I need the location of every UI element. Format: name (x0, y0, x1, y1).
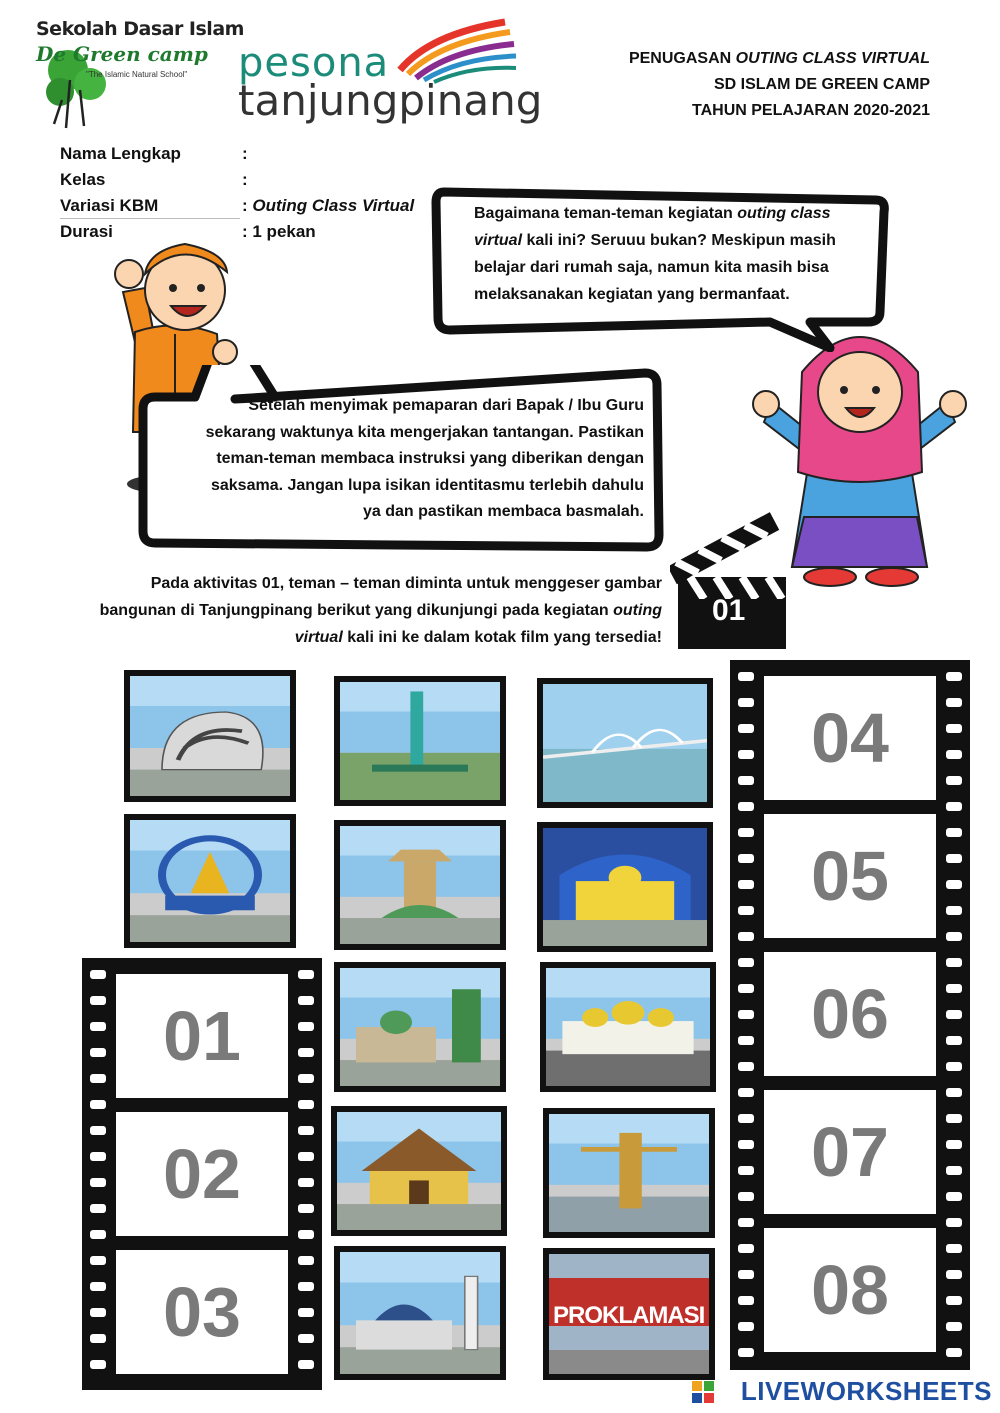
sprocket-hole (90, 1074, 106, 1083)
mosque-domes-icon (546, 968, 710, 1086)
value-full-name[interactable]: : (242, 144, 248, 163)
label-kbm-variation: Variasi KBM (60, 196, 159, 215)
sprocket-hole (738, 854, 754, 863)
sprocket-hole (738, 1114, 754, 1123)
bamboo-tower-icon (549, 1114, 709, 1232)
sprocket-hole (946, 906, 962, 915)
photo-blue-dome-mosque[interactable] (334, 1246, 506, 1380)
sprocket-hole (738, 1062, 754, 1071)
sprocket-hole (298, 970, 314, 979)
sprocket-hole (298, 1152, 314, 1161)
pesona-swoosh-logo (390, 14, 520, 84)
sprocket-hole (90, 1256, 106, 1265)
sprocket-hole (946, 776, 962, 785)
film-frame-drop-zone[interactable] (764, 1090, 936, 1214)
bridge-icon (543, 684, 707, 802)
sprocket-hole (738, 1218, 754, 1227)
sprocket-hole (946, 932, 962, 941)
sprocket-hole (946, 1062, 962, 1071)
sprocket-hole (946, 1218, 962, 1227)
photo-mosque-domes[interactable] (540, 962, 716, 1092)
sprocket-hole (298, 1126, 314, 1135)
liveworksheets-icon (692, 1381, 714, 1403)
sprocket-hole (738, 1296, 754, 1305)
sprocket-hole (738, 1322, 754, 1331)
photo-bridge[interactable] (537, 678, 713, 808)
sprocket-hole (298, 1282, 314, 1291)
sprocket-hole (946, 1036, 962, 1045)
sprocket-hole (90, 1230, 106, 1239)
emblem-icon (130, 820, 290, 942)
photo-pavilion-tower[interactable] (334, 820, 506, 950)
sprocket-hole (298, 996, 314, 1005)
sprocket-hole (298, 1256, 314, 1265)
sprocket-hole (738, 1244, 754, 1253)
sprocket-hole (90, 996, 106, 1005)
school-subname: De Green camp (36, 42, 208, 66)
value-kbm-variation: : Outing Class Virtual (242, 196, 415, 215)
sprocket-hole (946, 828, 962, 837)
photo-bamboo-tower[interactable] (543, 1108, 715, 1238)
sprocket-hole (946, 750, 962, 759)
film-frame-drop-zone[interactable] (116, 1250, 288, 1374)
sprocket-hole (946, 1140, 962, 1149)
film-frame-number: 02 (163, 1135, 241, 1213)
sprocket-hole (946, 1244, 962, 1253)
sprocket-hole (90, 1048, 106, 1057)
sprocket-hole (90, 1308, 106, 1317)
label-full-name: Nama Lengkap (60, 144, 181, 163)
photo-emblem-gate[interactable] (124, 814, 296, 948)
sprocket-hole (738, 750, 754, 759)
film-strip-right (730, 660, 970, 1370)
film-frame-number: 06 (811, 975, 889, 1053)
photo-monument-tower[interactable] (334, 676, 506, 806)
sprocket-hole (946, 1296, 962, 1305)
sprocket-hole (298, 1360, 314, 1369)
sprocket-hole (946, 1166, 962, 1175)
school-tagline: "The Islamic Natural School" (86, 70, 188, 79)
speech-bubble-girl-text: Bagaimana teman-teman kegiatan outing class virtual kali ini? Seruuu bukan? Meskipun masih belajar dari rumah saja, namun kita masih bisa melaksanakan kegiatan yang bermanfaat. (474, 205, 836, 303)
sprocket-hole (298, 1178, 314, 1187)
sprocket-hole (946, 1010, 962, 1019)
film-frame-number: 05 (811, 837, 889, 915)
tower-icon (340, 682, 500, 800)
sprocket-hole (90, 1022, 106, 1031)
sprocket-hole (738, 672, 754, 681)
sprocket-hole (298, 1022, 314, 1031)
photo-yellow-mosque-gate[interactable] (537, 822, 713, 952)
sprocket-hole (738, 698, 754, 707)
film-frame-number: 08 (811, 1251, 889, 1329)
sprocket-hole (90, 1282, 106, 1291)
assignment-title: PENUGASAN OUTING CLASS VIRTUAL (628, 50, 930, 67)
sprocket-hole (946, 1348, 962, 1357)
liveworksheets-brand: LIVEWORKSHEETS (740, 1376, 992, 1406)
sprocket-hole (946, 1270, 962, 1279)
sprocket-hole (738, 724, 754, 733)
film-frame-number: 03 (163, 1273, 241, 1351)
film-frame-drop-zone[interactable] (764, 952, 936, 1076)
film-frame-number: 01 (163, 997, 241, 1075)
sprocket-hole (738, 1166, 754, 1175)
proklamasi-sign-text: PROKLAMASI (553, 1302, 705, 1329)
label-class: Kelas (60, 170, 106, 189)
mosque-green-icon (340, 968, 500, 1086)
sprocket-hole (738, 906, 754, 915)
sprocket-hole (298, 1308, 314, 1317)
film-frame-drop-zone[interactable] (764, 676, 936, 800)
sprocket-hole (946, 984, 962, 993)
sprocket-hole (946, 958, 962, 967)
sprocket-hole (738, 1036, 754, 1045)
sprocket-hole (946, 1322, 962, 1331)
label-duration: Durasi (60, 222, 113, 241)
film-frame-drop-zone[interactable] (764, 814, 936, 938)
sprocket-hole (738, 1010, 754, 1019)
sprocket-hole (298, 1100, 314, 1109)
sprocket-hole (738, 1270, 754, 1279)
sprocket-hole (298, 1048, 314, 1057)
activity-instruction: Pada aktivitas 01, teman – teman diminta untuk menggeser gambar bangunan di Tanjungpinang berikut yang dikunjungi pada kegiatan outing virtual kali ini ke dalam kotak film yang tersedia! (99, 575, 662, 646)
brand-pesona: pesona (238, 40, 390, 86)
sprocket-hole (946, 1114, 962, 1123)
sprocket-hole (298, 1334, 314, 1343)
shell-building-icon (130, 676, 290, 796)
sprocket-hole (90, 1334, 106, 1343)
value-class[interactable]: : (242, 170, 248, 189)
blue-dome-icon (340, 1252, 500, 1374)
sprocket-hole (90, 1360, 106, 1369)
school-title: SD ISLAM DE GREEN CAMP (713, 76, 930, 93)
academic-year: TAHUN PELAJARAN 2020-2021 (692, 102, 930, 119)
sprocket-hole (90, 970, 106, 979)
sprocket-hole (946, 698, 962, 707)
sprocket-hole (738, 932, 754, 941)
photo-proklamasi-sign[interactable] (543, 1248, 715, 1380)
sprocket-hole (946, 880, 962, 889)
sprocket-hole (946, 802, 962, 811)
photo-gonggong-building[interactable] (124, 670, 296, 802)
film-strip-left (82, 958, 322, 1390)
activity-number: 01 (712, 594, 746, 627)
sprocket-hole (90, 1152, 106, 1161)
sprocket-hole (90, 1204, 106, 1213)
sprocket-hole (298, 1074, 314, 1083)
sprocket-hole (738, 776, 754, 785)
sprocket-hole (738, 1348, 754, 1357)
malay-house-icon (337, 1112, 501, 1230)
value-duration: : 1 pekan (242, 222, 316, 241)
sprocket-hole (298, 1230, 314, 1239)
brand-tanjungpinang: tanjungpinang (238, 76, 543, 125)
sprocket-hole (738, 958, 754, 967)
clapperboard-icon (670, 505, 790, 650)
film-frame-drop-zone[interactable] (764, 1228, 936, 1352)
sprocket-hole (90, 1126, 106, 1135)
sprocket-hole (946, 1192, 962, 1201)
pavilion-icon (340, 826, 500, 944)
sprocket-hole (738, 880, 754, 889)
sprocket-hole (298, 1204, 314, 1213)
mosque-yellow-icon (543, 828, 707, 946)
film-frame-drop-zone[interactable] (116, 974, 288, 1098)
photo-traditional-house[interactable] (331, 1106, 507, 1236)
sprocket-hole (738, 1192, 754, 1201)
sprocket-hole (90, 1178, 106, 1187)
sprocket-hole (738, 828, 754, 837)
film-frame-number: 07 (811, 1113, 889, 1191)
sprocket-hole (738, 1088, 754, 1097)
divider (60, 218, 240, 219)
film-frame-drop-zone[interactable] (116, 1112, 288, 1236)
sprocket-hole (738, 984, 754, 993)
sprocket-hole (738, 1140, 754, 1149)
photo-green-mosque[interactable] (334, 962, 506, 1092)
speech-bubble-boy-text: Setelah menyimak pemaparan dari Bapak / Ibu Guru sekarang waktunya kita mengerjakan tantangan. Pastikan teman-teman membaca instruksi yang diberikan dengan saksama. Jangan lupa isikan identitasmu terlebih dahulu ya dan pastikan membaca basmalah. (205, 397, 644, 520)
sprocket-hole (946, 724, 962, 733)
sprocket-hole (946, 854, 962, 863)
sprocket-hole (946, 672, 962, 681)
film-frame-number: 04 (811, 699, 889, 777)
sprocket-hole (90, 1100, 106, 1109)
sprocket-hole (738, 802, 754, 811)
school-name: Sekolah Dasar Islam (36, 18, 244, 40)
sprocket-hole (946, 1088, 962, 1097)
